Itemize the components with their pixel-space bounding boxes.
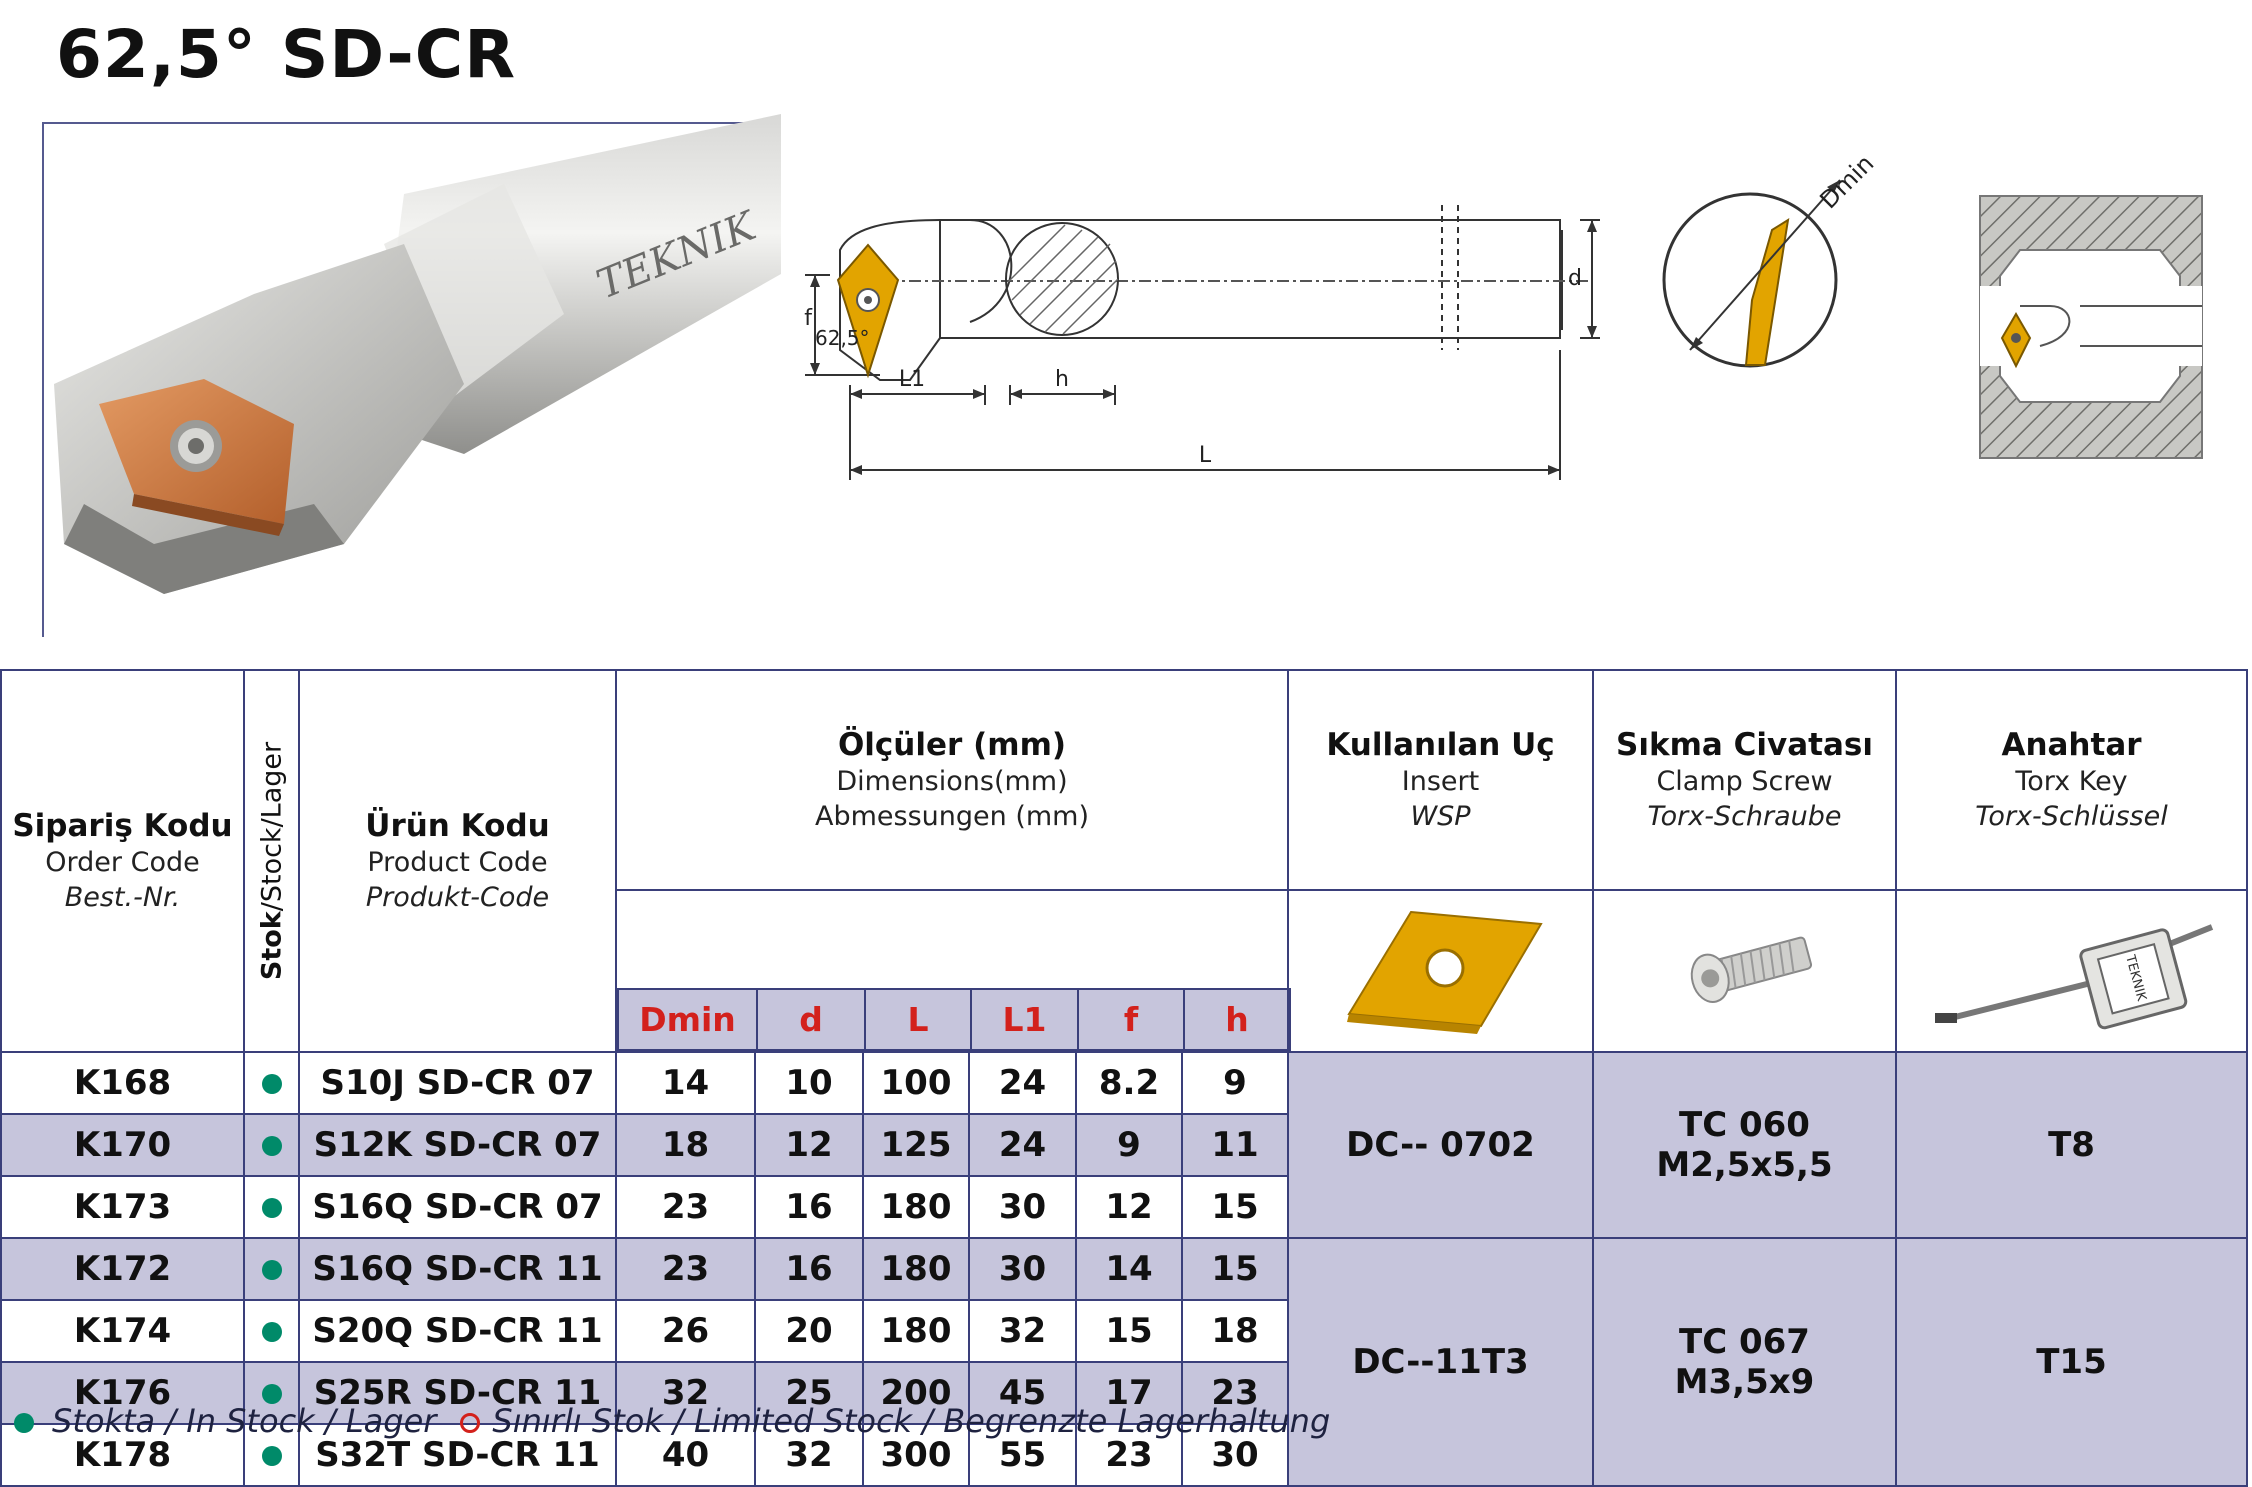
order-code: K174	[1, 1300, 244, 1362]
cell-d: 16	[755, 1176, 863, 1238]
group-1-torx-key: T8	[1896, 1052, 2247, 1238]
bore-section-drawing	[1980, 196, 2210, 458]
in-stock-dot-icon	[262, 1384, 282, 1404]
in-stock-dot-icon	[262, 1446, 282, 1466]
cell-f: 12	[1076, 1176, 1182, 1238]
cell-f: 23	[1076, 1424, 1182, 1486]
order-code: K176	[1, 1362, 244, 1424]
order-code: K170	[1, 1114, 244, 1176]
group-2-insert: DC--11T3	[1288, 1238, 1593, 1486]
group-2-torx-key: T15	[1896, 1238, 2247, 1486]
cell-l1: 55	[969, 1424, 1076, 1486]
stock-indicator	[244, 1176, 299, 1238]
spec-table	[0, 669, 2248, 1487]
header-dimensions: Ölçüler (mm) Dimensions(mm) Abmessungen (mm)	[616, 670, 1288, 890]
stock-indicator	[244, 1300, 299, 1362]
cell-h: 9	[1182, 1052, 1288, 1114]
insert-image	[1288, 890, 1593, 1052]
stock-indicator	[244, 1114, 299, 1176]
header-insert: Kullanılan Uç Insert WSP	[1288, 670, 1593, 890]
cell-dmin: 32	[616, 1362, 755, 1424]
product-code: S12K SD-CR 07	[299, 1114, 616, 1176]
header-clamp-screw: Sıkma Civatası Clamp Screw Torx-Schraube	[1593, 670, 1896, 890]
dim-l-label: L	[1198, 443, 1212, 468]
cell-dmin: 23	[616, 1238, 755, 1300]
cell-h: 30	[1182, 1424, 1288, 1486]
order-code: K168	[1, 1052, 244, 1114]
cell-l1: 24	[969, 1114, 1076, 1176]
cell-l1: 30	[969, 1176, 1076, 1238]
cell-l: 300	[863, 1424, 969, 1486]
group-2-clamp-screw: TC 067 M3,5x9	[1593, 1238, 1896, 1486]
cell-h: 15	[1182, 1238, 1288, 1300]
limited-stock-ring-icon	[460, 1413, 480, 1433]
legend-limited-stock: Sınırlı Stok / Limited Stock / Begrenzte Lagerhaltung	[492, 1402, 1331, 1440]
table-row	[1, 1052, 2247, 1114]
product-code: S16Q SD-CR 07	[299, 1176, 616, 1238]
dimcol-l1: L1	[971, 989, 1078, 1050]
cell-l: 100	[863, 1052, 969, 1114]
cell-l1: 30	[969, 1238, 1076, 1300]
cell-d: 16	[755, 1238, 863, 1300]
cell-l: 125	[863, 1114, 969, 1176]
order-code: K172	[1, 1238, 244, 1300]
cell-d: 25	[755, 1362, 863, 1424]
cell-d: 20	[755, 1300, 863, 1362]
page-title: 62,5° SD-CR	[56, 16, 517, 93]
cell-h: 15	[1182, 1176, 1288, 1238]
angle-label: 62,5°	[815, 326, 870, 350]
cell-f: 8.2	[1076, 1052, 1182, 1114]
dimcol-h: h	[1184, 989, 1290, 1050]
table-row	[1, 1238, 2247, 1300]
dimcol-l: L	[865, 989, 971, 1050]
cell-l: 180	[863, 1300, 969, 1362]
product-code: S32T SD-CR 11	[299, 1424, 616, 1486]
cell-dmin: 23	[616, 1176, 755, 1238]
product-code: S20Q SD-CR 11	[299, 1300, 616, 1362]
group-1-clamp-screw: TC 060 M2,5x5,5	[1593, 1052, 1896, 1238]
cell-d: 12	[755, 1114, 863, 1176]
cell-l: 200	[863, 1362, 969, 1424]
cell-f: 15	[1076, 1300, 1182, 1362]
cell-d: 32	[755, 1424, 863, 1486]
cell-d: 10	[755, 1052, 863, 1114]
in-stock-dot-icon	[262, 1198, 282, 1218]
product-photo	[42, 122, 779, 637]
clamp-screw-image	[1593, 890, 1896, 1052]
header-product-code: Ürün Kodu Product Code Produkt-Code	[299, 670, 616, 1052]
torx-key-image	[1896, 890, 2247, 1052]
product-code: S25R SD-CR 11	[299, 1362, 616, 1424]
header-torx-key: Anahtar Torx Key Torx-Schlüssel	[1896, 670, 2247, 890]
in-stock-dot-icon	[262, 1074, 282, 1094]
cell-l1: 45	[969, 1362, 1076, 1424]
in-stock-dot-icon	[14, 1413, 34, 1433]
cell-l: 180	[863, 1176, 969, 1238]
in-stock-dot-icon	[262, 1322, 282, 1342]
cell-h: 23	[1182, 1362, 1288, 1424]
cell-l1: 32	[969, 1300, 1076, 1362]
cell-h: 18	[1182, 1300, 1288, 1362]
cell-dmin: 14	[616, 1052, 755, 1114]
in-stock-dot-icon	[262, 1136, 282, 1156]
dmin-label: Dmin	[1814, 149, 1880, 215]
dimcol-dmin: Dmin	[618, 989, 757, 1050]
header-stock: Stok/Stock/Lager	[244, 670, 299, 1052]
legend-in-stock: Stokta / In Stock / Lager	[52, 1402, 437, 1440]
stock-legend	[14, 1402, 1330, 1440]
technical-drawing	[804, 150, 1600, 490]
dimcol-d: d	[757, 989, 865, 1050]
cell-f: 9	[1076, 1114, 1182, 1176]
header-order-code: Sipariş Kodu Order Code Best.-Nr.	[1, 670, 244, 1052]
in-stock-dot-icon	[262, 1260, 282, 1280]
cell-dmin: 40	[616, 1424, 755, 1486]
cell-dmin: 26	[616, 1300, 755, 1362]
torx-key-brand: TEKNIK	[2121, 953, 2149, 1003]
cell-h: 11	[1182, 1114, 1288, 1176]
dim-f-label: f	[804, 306, 812, 331]
dmin-detail-drawing	[1650, 150, 1890, 390]
brand-text: TEKNIK	[590, 203, 763, 309]
cell-dmin: 18	[616, 1114, 755, 1176]
product-code: S16Q SD-CR 11	[299, 1238, 616, 1300]
cell-f: 14	[1076, 1238, 1182, 1300]
order-code: K173	[1, 1176, 244, 1238]
group-1-insert: DC-- 0702	[1288, 1052, 1593, 1238]
cell-l: 180	[863, 1238, 969, 1300]
cell-f: 17	[1076, 1362, 1182, 1424]
stock-indicator	[244, 1052, 299, 1114]
dim-l1-label: L1	[898, 367, 926, 392]
stock-indicator	[244, 1238, 299, 1300]
dim-h-label: h	[1055, 367, 1069, 392]
dimcol-f: f	[1078, 989, 1184, 1050]
dim-d-label: d	[1568, 266, 1582, 291]
product-code: S10J SD-CR 07	[299, 1052, 616, 1114]
order-code: K178	[1, 1424, 244, 1486]
cell-l1: 24	[969, 1052, 1076, 1114]
